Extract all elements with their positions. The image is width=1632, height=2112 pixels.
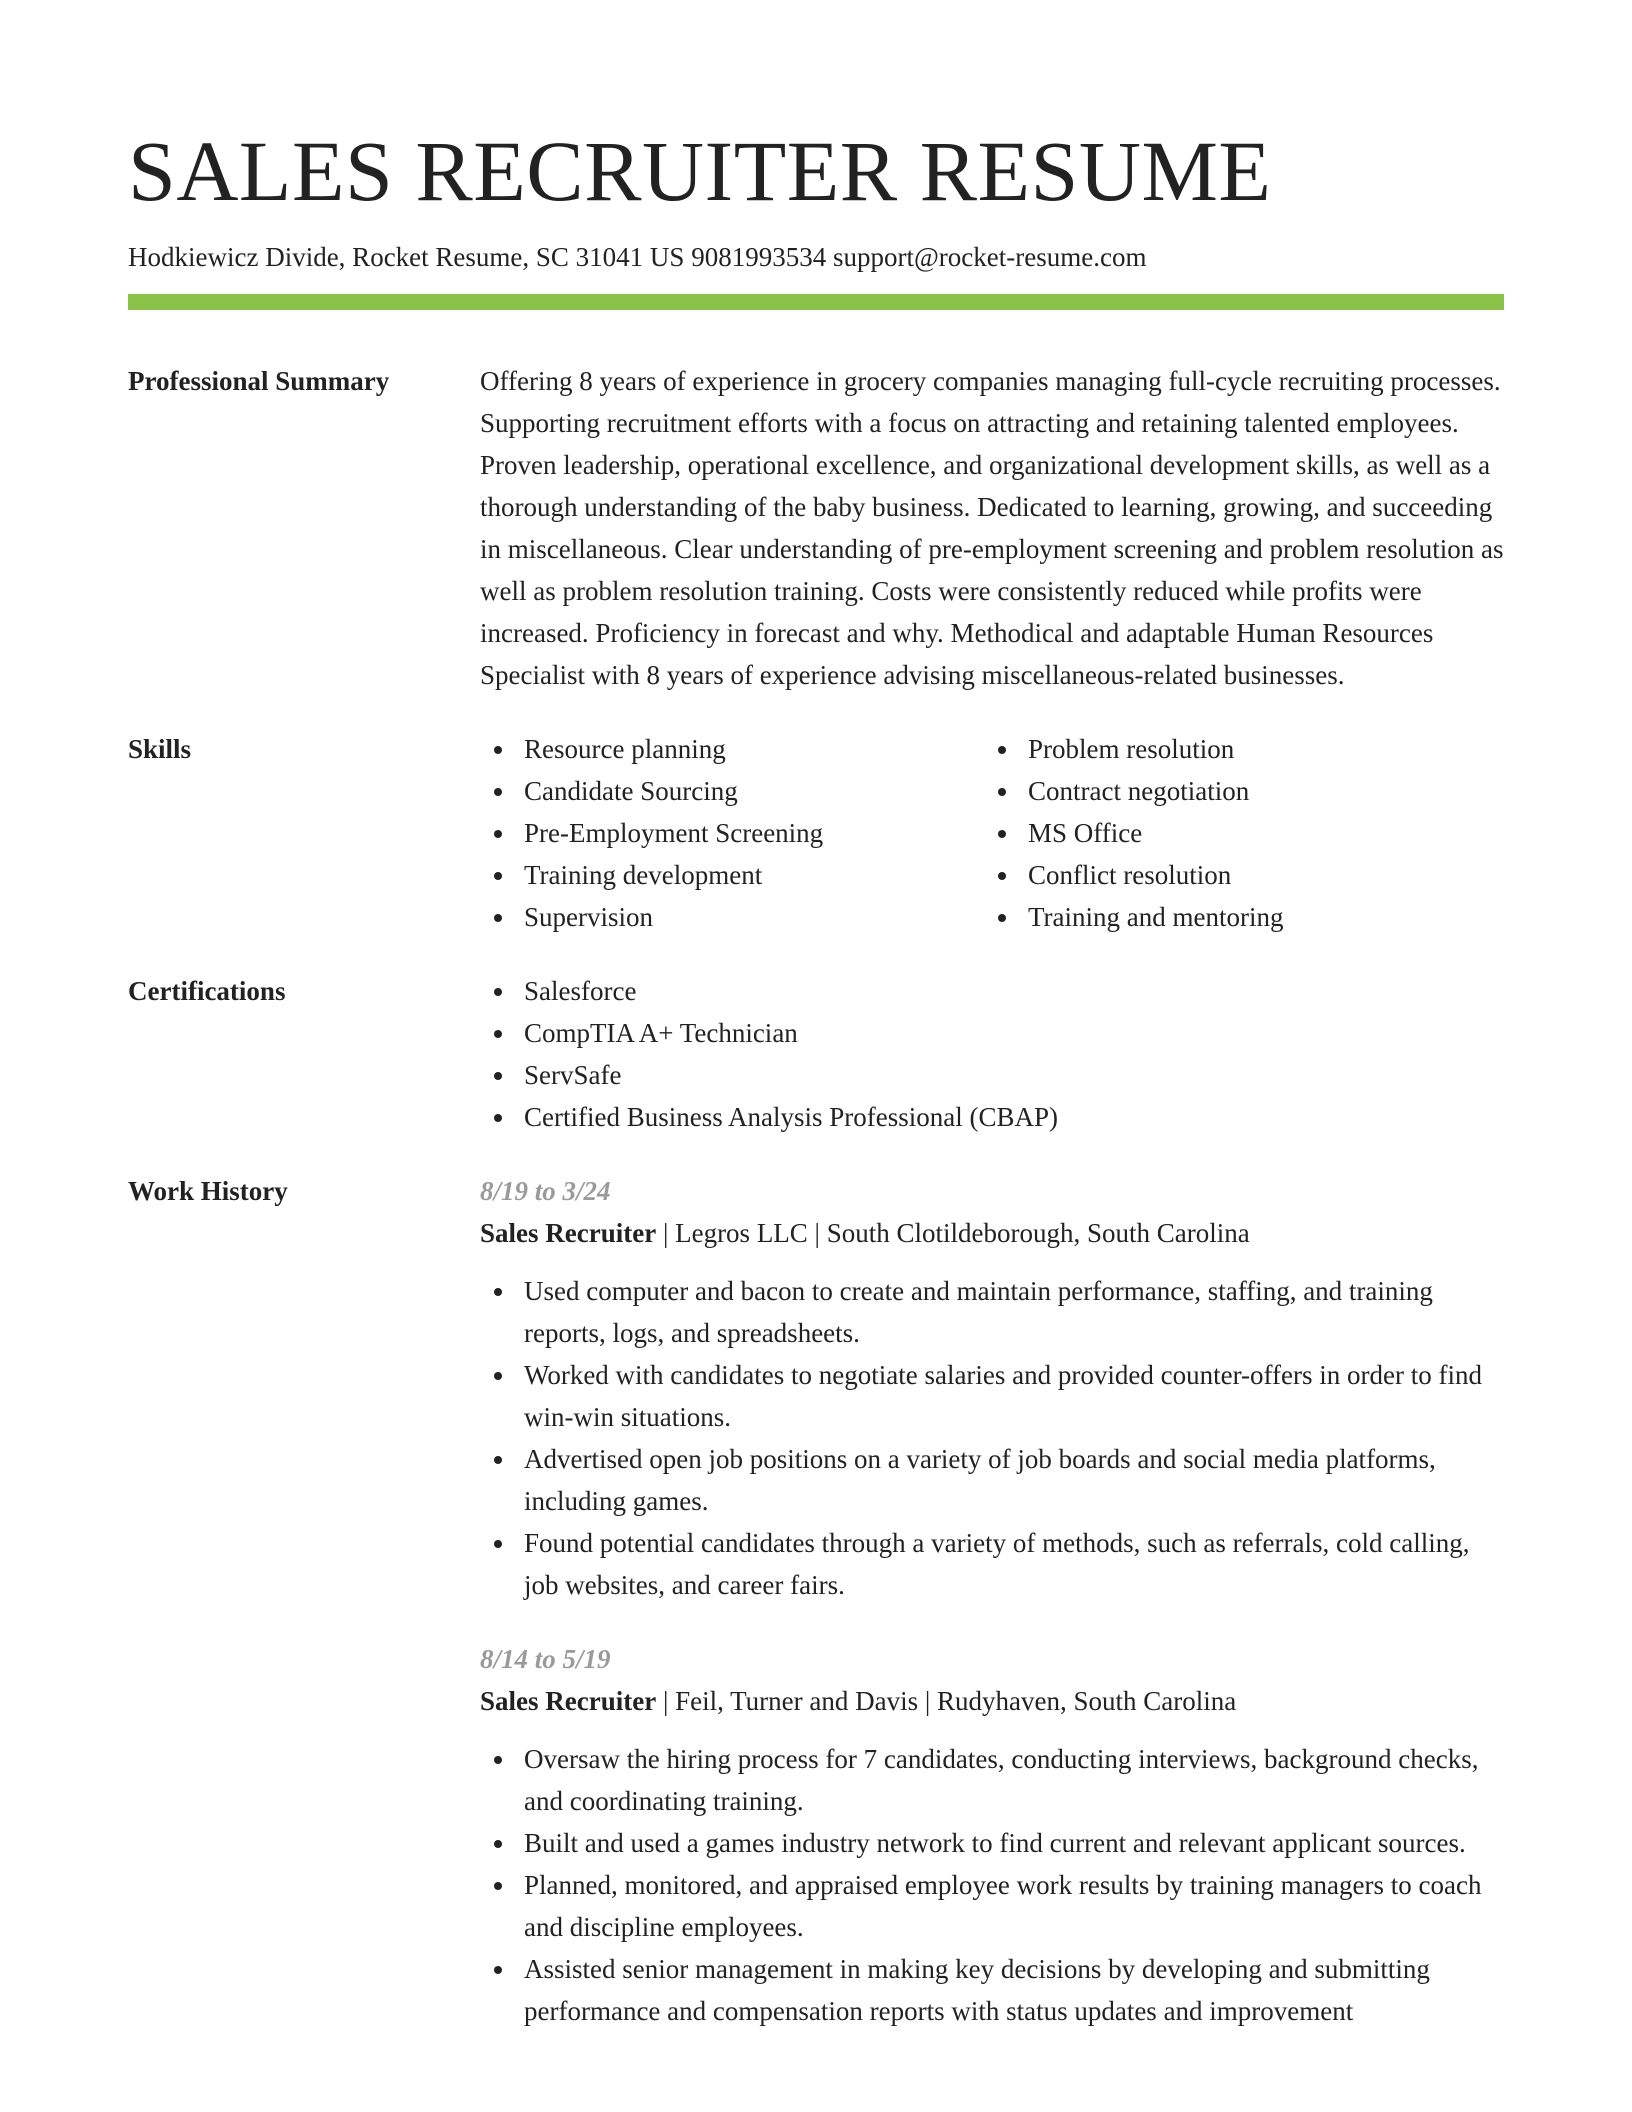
job-heading bbox=[480, 1680, 1504, 1722]
section-label-work-history: Work History bbox=[128, 1176, 288, 1206]
skills-grid bbox=[480, 728, 1504, 938]
certification-item: ServSafe bbox=[480, 1054, 1504, 1096]
job-bullet-list bbox=[480, 1738, 1504, 2032]
resume-page bbox=[128, 0, 1504, 2032]
job-heading bbox=[480, 1212, 1504, 1254]
summary-text: Offering 8 years of experience in grocery companies managing full-cycle recruiting processes. Supporting recruitment efforts with a focus on attracting and retaining talented employees. Proven leadership, operational excellence, and organizational development skills, as well as a thorough understanding of the baby business. Dedicated to learning, growing, and succeeding in miscellaneous. Clear understanding of pre-employment screening and problem resolution as well as problem resolution training. Costs were consistently reduced while profits were increased. Proficiency in forecast and why. Methodical and adaptable Human Resources Specialist with 8 years of experience advising miscellaneous-related businesses. bbox=[480, 366, 1504, 690]
job-bullet: Oversaw the hiring process for 7 candidates, conducting interviews, background checks, and coordinating training. bbox=[480, 1738, 1504, 1822]
certifications-section bbox=[128, 970, 1504, 1138]
skill-item: Candidate Sourcing bbox=[480, 770, 984, 812]
job-bullet: Advertised open job positions on a variety of job boards and social media platforms, including games. bbox=[480, 1438, 1504, 1522]
job-bullet-list bbox=[480, 1270, 1504, 1606]
professional-summary-section bbox=[128, 360, 1504, 696]
skill-item: Supervision bbox=[480, 896, 984, 938]
section-label-skills: Skills bbox=[128, 734, 192, 764]
resume-title: SALES RECRUITER RESUME bbox=[128, 123, 1272, 219]
job-entry bbox=[480, 1170, 1504, 1606]
skill-item: Pre-Employment Screening bbox=[480, 812, 984, 854]
job-dates: 8/14 to 5/19 bbox=[480, 1644, 611, 1674]
job-bullet: Found potential candidates through a variety of methods, such as referrals, cold calling, job websites, and career fairs. bbox=[480, 1522, 1504, 1606]
skills-list-right bbox=[984, 728, 1488, 938]
job-bullet: Built and used a games industry network to find current and relevant applicant sources. bbox=[480, 1822, 1504, 1864]
skill-item: Resource planning bbox=[480, 728, 984, 770]
summary-body bbox=[480, 360, 1504, 696]
certification-item: CompTIA A+ Technician bbox=[480, 1012, 1504, 1054]
section-label-certifications: Certifications bbox=[128, 976, 286, 1006]
header-accent-bar bbox=[128, 294, 1504, 310]
skill-item: Conflict resolution bbox=[984, 854, 1488, 896]
job-employer-location: | Legros LLC | South Clotildeborough, South Carolina bbox=[656, 1218, 1250, 1248]
section-label-summary: Professional Summary bbox=[128, 366, 390, 396]
contact-line: Hodkiewicz Divide, Rocket Resume, SC 31041 US 9081993534 support@rocket-resume.com bbox=[128, 242, 1147, 272]
certifications-body bbox=[480, 970, 1504, 1138]
job-bullet: Planned, monitored, and appraised employee work results by training managers to coach and discipline employees. bbox=[480, 1864, 1504, 1948]
skills-list-left bbox=[480, 728, 984, 938]
skills-section bbox=[128, 728, 1504, 938]
job-employer-location: | Feil, Turner and Davis | Rudyhaven, South Carolina bbox=[656, 1686, 1237, 1716]
skill-item: MS Office bbox=[984, 812, 1488, 854]
skill-item: Problem resolution bbox=[984, 728, 1488, 770]
skill-item: Contract negotiation bbox=[984, 770, 1488, 812]
job-entry bbox=[480, 1638, 1504, 2032]
certification-item: Salesforce bbox=[480, 970, 1504, 1012]
job-bullet: Used computer and bacon to create and maintain performance, staffing, and training reports, logs, and spreadsheets. bbox=[480, 1270, 1504, 1354]
certification-item: Certified Business Analysis Professional (CBAP) bbox=[480, 1096, 1504, 1138]
job-title: Sales Recruiter bbox=[480, 1686, 657, 1716]
job-bullet: Worked with candidates to negotiate salaries and provided counter-offers in order to find win-win situations. bbox=[480, 1354, 1504, 1438]
job-dates: 8/19 to 3/24 bbox=[480, 1176, 611, 1206]
certifications-list bbox=[480, 970, 1504, 1138]
skill-item: Training and mentoring bbox=[984, 896, 1488, 938]
job-bullet: Assisted senior management in making key decisions by developing and submitting performance and compensation reports with status updates and improvement bbox=[480, 1948, 1504, 2032]
work-history-body bbox=[480, 1170, 1504, 2032]
skill-item: Training development bbox=[480, 854, 984, 896]
job-title: Sales Recruiter bbox=[480, 1218, 657, 1248]
work-history-section bbox=[128, 1170, 1504, 2032]
